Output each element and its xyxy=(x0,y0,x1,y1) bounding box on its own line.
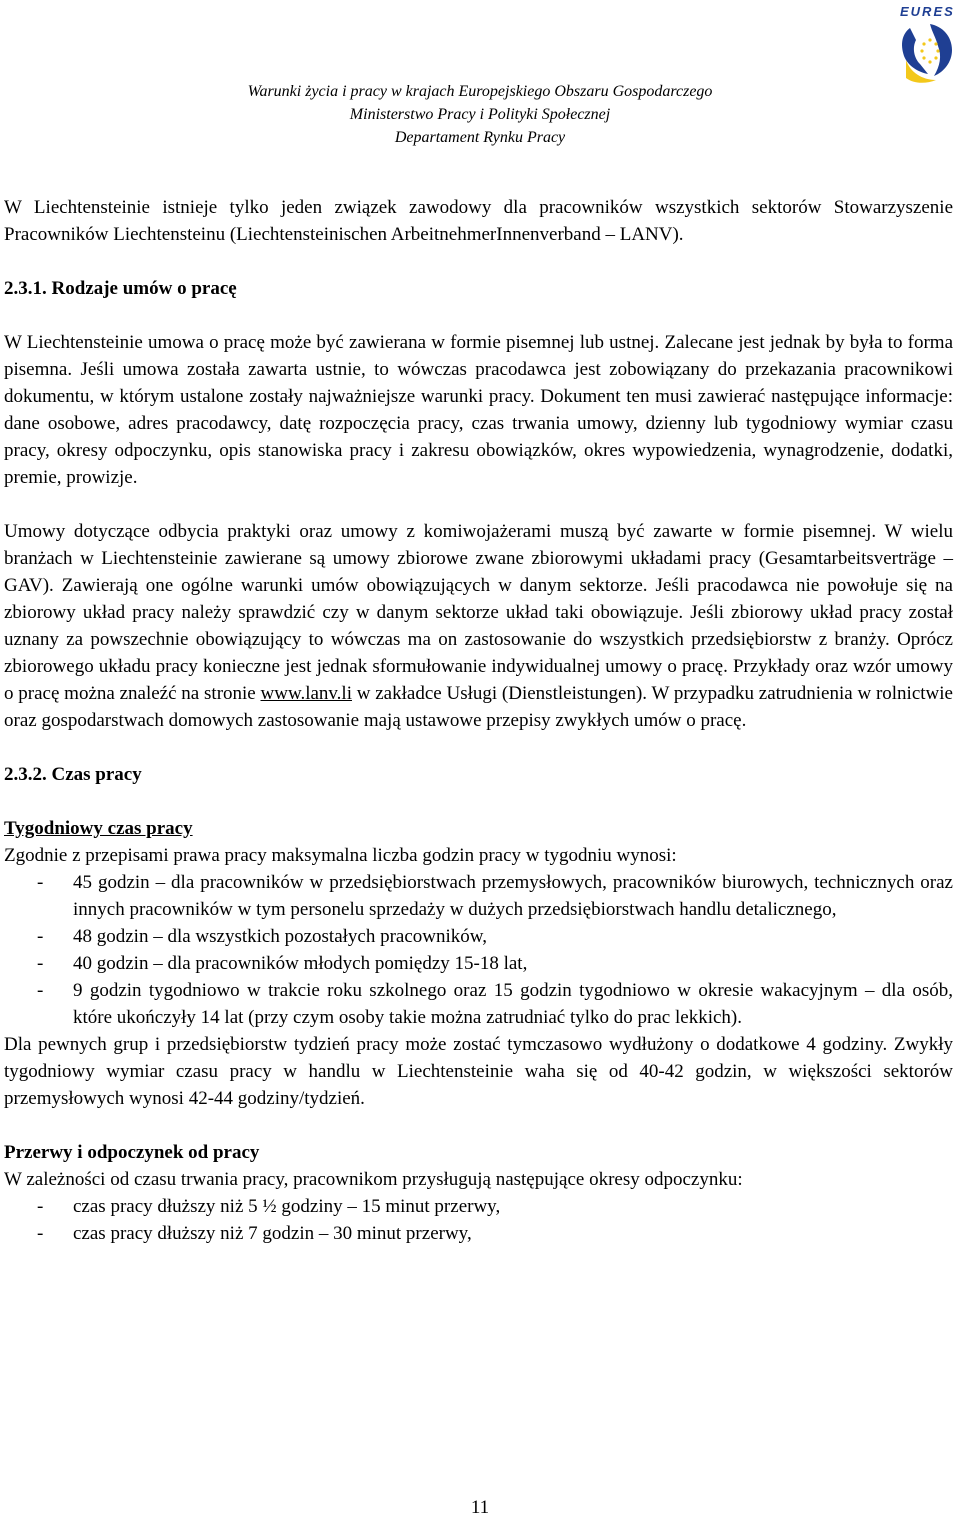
intro-paragraph: W Liechtensteinie istnieje tylko jeden związek zawodowy dla pracowników wszystkich sektorów Stowarzyszenie Pracowników Liechtensteinu (Liechtensteinischen ArbeitnehmerInnenverband – LANV). xyxy=(4,197,953,245)
header-line-1: Warunki życia i pracy w krajach Europejskiego Obszaru Gospodarczego xyxy=(247,83,713,100)
page-header xyxy=(0,80,960,149)
page-number: 11 xyxy=(470,1497,490,1518)
dash-marker: - xyxy=(37,980,44,1001)
dash-marker: - xyxy=(37,953,44,974)
header-line-2: Ministerstwo Pracy i Polityki Społecznej xyxy=(349,106,611,123)
paragraph-2-text-before-link: Umowy dotyczące odbycia praktyki oraz umowy z komiwojażerami muszą być zawarte w formie pisemnej. W wielu branżach w Liechtensteinie zawierane są umowy zbiorowe zwane zbiorowymi układami pracy (Gesamtarbeitsverträge – GAV). Zawierają one ogólne warunki umów obowiązujących w danym sektorze. Jeśli pracodawca nie powołuje się na zbiorowy układ pracy należy sprawdzić czy w danym sektorze układ taki obowiązuje. Jeśli zbiorowy układ pracy został uznany za powszechnie obowiązujący to wówczas ma on zastosowanie do wszystkich przedsiębiorstw z branży. Oprócz zbiorowego układu pracy konieczne jest jednak sformułowanie indywidualnej umowy o pracę. Przykłady oraz wzór umowy o pracę można znaleźć na stronie xyxy=(4,521,953,704)
lanv-link[interactable]: www.lanv.li xyxy=(260,683,352,704)
eures-logo-icon xyxy=(880,0,960,88)
list-item: - czas pracy dłuższy niż 5 ½ godziny – 15 minut przerwy, xyxy=(4,1193,953,1220)
list-item: - 40 godzin – dla pracowników młodych pomiędzy 15-18 lat, xyxy=(4,950,953,977)
breaks-title: Przerwy i odpoczynek od pracy xyxy=(4,1142,260,1163)
eures-logo-text: EURES xyxy=(900,4,955,19)
weekly-hours-list xyxy=(4,869,953,1031)
section-2-3-1-title: 2.3.1. Rodzaje umów o pracę xyxy=(4,278,237,299)
eures-logo xyxy=(880,0,960,88)
dash-marker: - xyxy=(37,1223,44,1244)
document-body xyxy=(4,194,953,1247)
weekly-hours-title: Tygodniowy czas pracy xyxy=(4,818,193,839)
breaks-list xyxy=(4,1193,953,1247)
paragraph-2-text-after-link: w zakładce Usługi (Dienstleistungen). W przypadku zatrudnienia w rolnictwie oraz gospodarstwach domowych zastosowanie mają ustawowe przepisy zwykłych umów o pracę. xyxy=(4,683,953,731)
list-item: - 9 godzin tygodniowo w trakcie roku szkolnego oraz 15 godzin tygodniowo w okresie wakacyjnym – dla osób, które ukończyły 14 lat (przy czym osoby takie można zatrudniać tylko do prac lekkich). xyxy=(4,977,953,1031)
list-item: - 45 godzin – dla pracowników w przedsiębiorstwach przemysłowych, pracowników biurowych, technicznych oraz innych pracowników w tym personelu sprzedaży w dużych przedsiębiorstwach handlu detalicznego, xyxy=(4,869,953,923)
section-2-3-1-paragraph-2 xyxy=(4,518,953,734)
list-item: - czas pracy dłuższy niż 7 godzin – 30 minut przerwy, xyxy=(4,1220,953,1247)
dash-marker: - xyxy=(37,872,44,893)
section-2-3-1-paragraph-1: W Liechtensteinie umowa o pracę może być zawierana w formie pisemnej lub ustnej. Zalecane jest jednak by była to forma pisemna. Jeśli umowa została zawarta ustnie, to wówczas pracodawca jest zobowiązany do przekazania pracownikowi dokumentu, w którym ustalone zostały najważniejsze warunki pracy. Dokument ten musi zawierać następujące informacje: dane osobowe, adres pracodawcy, datę rozpoczęcia pracy, czas trwania umowy, dzienny lub tygodniowy wymiar czasu pracy, okresy odpoczynku, opis stanowiska pracy i zakresu obowiązków, okres wypowiedzenia, wynagrodzenie, dodatki, premie, prowizje. xyxy=(4,332,953,488)
dash-marker: - xyxy=(37,1196,44,1217)
section-2-3-2-title: 2.3.2. Czas pracy xyxy=(4,764,142,785)
weekly-hours-intro: Zgodnie z przepisami prawa pracy maksymalna liczba godzin pracy w tygodniu wynosi: xyxy=(4,845,677,866)
weekly-hours-after: Dla pewnych grup i przedsiębiorstw tydzień pracy może zostać tymczasowo wydłużony o dodatkowe 4 godziny. Zwykły tygodniowy wymiar czasu pracy w handlu w Liechtensteinie waha się od 40-42 godzin, w większości sektorów przemysłowych wynosi 42-44 godziny/tydzień. xyxy=(4,1034,953,1109)
dash-marker: - xyxy=(37,926,44,947)
header-line-3: Departament Rynku Pracy xyxy=(394,129,566,146)
list-item: - 48 godzin – dla wszystkich pozostałych pracowników, xyxy=(4,923,953,950)
breaks-intro: W zależności od czasu trwania pracy, pracownikom przysługują następujące okresy odpoczynku: xyxy=(4,1169,743,1190)
